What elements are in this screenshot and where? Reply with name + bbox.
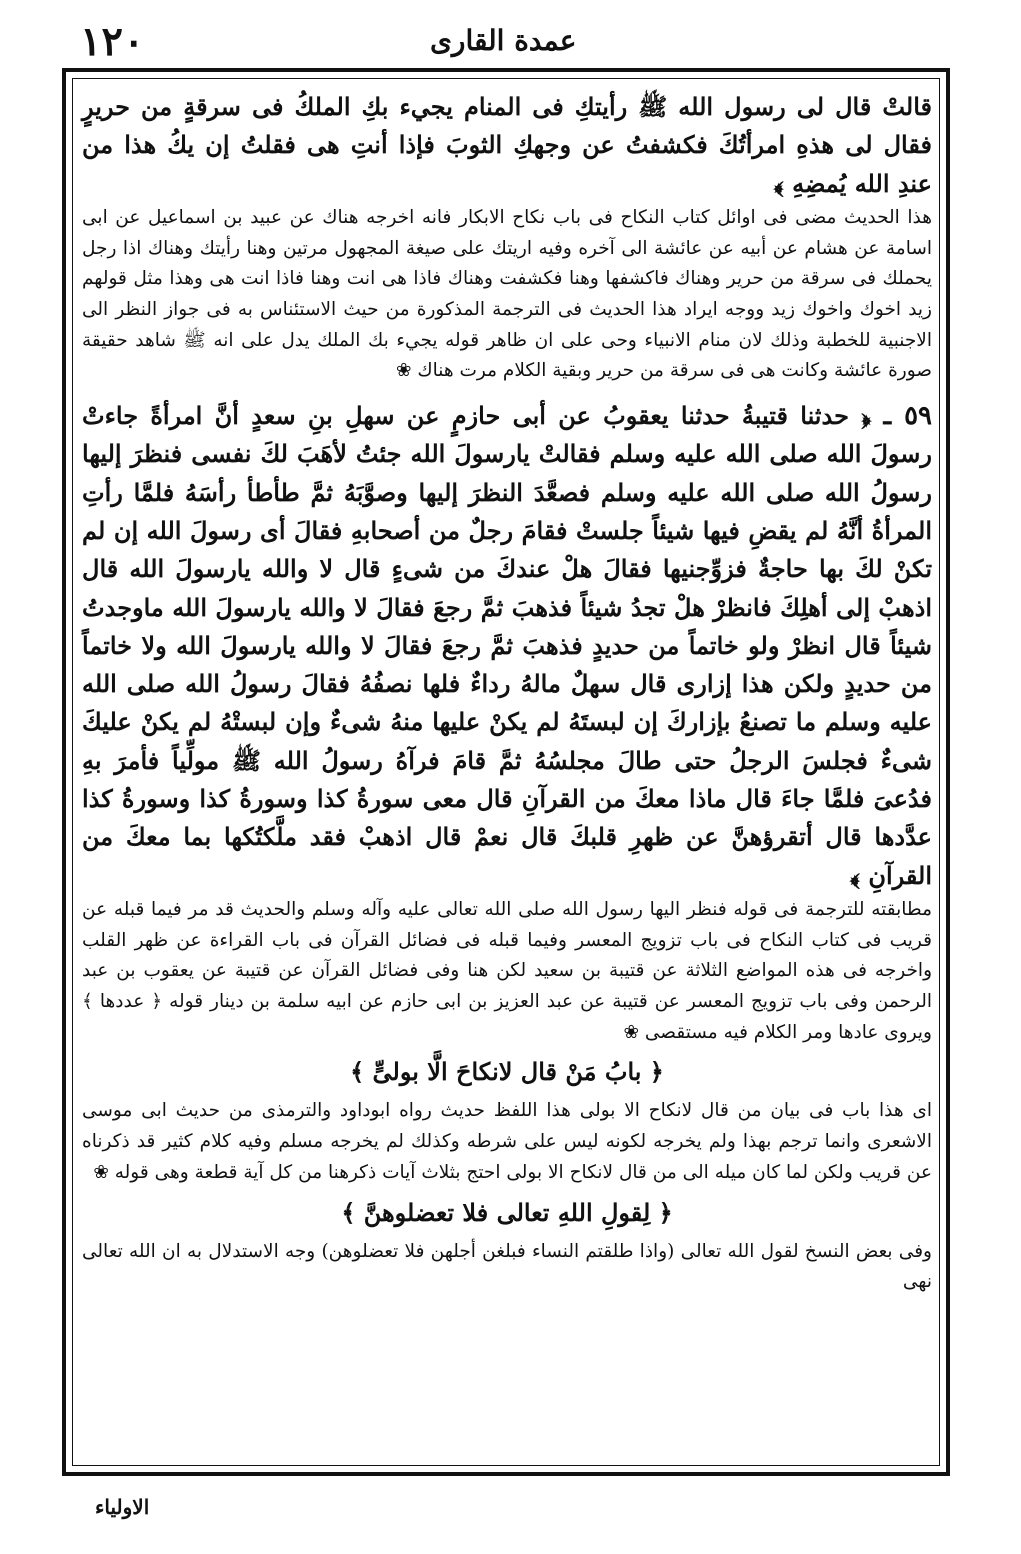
- page-body: [82, 88, 932, 1298]
- catchword: الاولياء: [95, 1495, 150, 1519]
- section-spacer: [82, 387, 932, 397]
- commentary-sahl: مطابقته للترجمة فى قوله فنظر اليها رسول الله صلى الله تعالى عليه وآله وسلم والحديث قد مر فيما قبله عن قريب فى كتاب النكاح فى باب تزويج المعسر وفيما قبله فى فضائل القرآن فى باب القراءة عن ظهر القلب واخرجه فى هذه المواضع الثلاثة عن قتيبة بن سعيد لكن هنا وفى فضائل القرآن عن قتيبة عن يعقوب بن عبد الرحمن وفى باب تزويج المعسر عن قتيبة عن عبد العزيز بن ابى حازم عن ابيه سلمة بن دينار قوله ﴿ عددها ﴾ ويروى عادها ومر الكلام فيه مستقصى ❀: [82, 898, 932, 1043]
- hadith-text-sahl: [82, 397, 932, 895]
- hadith-text-aisha: قالتْ قال لى رسول الله ﷺ رأيتكِ فى المنام يجيء بكِ الملكُ فى سرقةٍ من حريرٍ فقال لى هذهِ امرأتُكَ فكشفتُ عن وجهكِ الثوبَ فإذا أنتِ هى فقلتُ إن يكُ هذا من عندِ الله يُمضِهِ ﴾: [82, 92, 932, 198]
- hadith-number: ٥٩ ـ: [883, 401, 933, 432]
- page-header: [80, 18, 940, 64]
- running-title: عمدة القارى: [430, 24, 577, 57]
- commentary-aisha: هذا الحديث مضى فى اوائل كتاب النكاح فى باب نكاح الابكار فانه اخرجه هناك عن عبيد بن اسماعيل عن ابى اسامة عن هشام عن أبيه عن عائشة الى آخره وفيه اريتك على صيغة المجهول مرتين وهنا رأيتك وهناك اذا رجل يحملك فى سرقة من حرير وهناك فاكشفها وهنا فكشفت وهناك فاذا هى انت وهنا فاذا انت هى وهذا مثل قولهم زيد اخوك واخوك زيد ووجه ايراد هذا الحديث فى الترجمة المذكورة من حيث الاستئناس به فى جواز النظر الى الاجنبية للخطبة وذلك لان منام الانبياء وحى على ان ظاهر قوله يجيء بك الملك يدل على انه ﷺ شاهد حقيقة صورة عائشة وكانت هى فى سرقة من حرير وبقية الكلام مرت هناك ❀: [82, 206, 932, 382]
- commentary-wali: اى هذا باب فى بيان من قال لانكاح الا بولى هذا اللفظ حديث رواه ابوداود والترمذى من حديث ابى موسى الاشعرى وانما ترجم بهذا ولم يخرجه لكونه ليس على شرطه وكذلك لم يخرجه مسلم وفيه كلام كثير قد ذكرناه عن قريب ولكن لما كان ميله الى من قال لانكاح الا بولى احتج بثلاث آيات ذكرهنا من كل آية قطعة وهى قوله ❀: [82, 1100, 932, 1183]
- page-number: ١٢٠: [80, 18, 145, 65]
- hadith-body-sahl: ﴿ حدثنا قتيبةُ حدثنا يعقوبُ عن أبى حازمٍ عن سهلِ بنِ سعدٍ أنَّ امرأةً جاءتْ رسولَ الله صلى الله عليه وسلم فقالتْ يارسولَ الله جئتُ لأهَبَ لكَ نفسى فنظرَ إليها رسولُ الله صلى الله عليه وسلم فصعَّدَ النظرَ إليها وصوَّبَهُ ثمَّ طأطأ رأسَهُ فلمَّا رأتِ المرأةُ أنَّهُ لم يقضِ فيها شيئاً جلستْ فقامَ رجلٌ من أصحابهِ فقالَ أى رسولَ الله إن لم تكنْ لكَ بها حاجةٌ فزوِّجنيها فقالَ هلْ عندكَ من شىءٍ قال لا والله يارسولَ الله قال اذهبْ إلى أهلِكَ فانظرْ هلْ تجدُ شيئاً فذهبَ ثمَّ رجعَ فقالَ لا والله يارسولَ الله ماوجدتُ شيئاً قال انظرْ ولو خاتماً من حديدٍ فذهبَ ثمَّ رجعَ فقالَ لا والله يارسولَ الله ولا خاتماً من حديدٍ ولكن هذا إزارى قال سهلٌ مالهُ رداءٌ فلها نصفُهُ فقالَ رسولُ الله صلى الله عليه وسلم ما تصنعُ بإزاركَ إن لبستَهُ لم يكنْ عليها منهُ شىءٌ وإن لبستْهُ لم يكنْ عليكَ شىءٌ فجلسَ الرجلُ حتى طالَ مجلسُهُ ثمَّ قامَ فرآهُ رسولُ الله ﷺ مولِّياً فأمرَ بهِ فدُعىَ فلمَّا جاءَ قال ماذا معكَ من القرآنِ قال معى سورةُ كذا وسورةُ كذا وسورةُ كذا عدَّدها قال أتقرؤهنَّ عن ظهرِ قلبكَ قال نعمْ قال اذهبْ فقد ملَّكتُكها بما معكَ من القرآنِ ﴾: [82, 401, 932, 890]
- chapter-heading-verse: ﴿ لِقولِ اللهِ تعالى فلا تعضلوهنَّ ﴾: [341, 1197, 673, 1227]
- chapter-heading-wali: ﴿ بابُ مَنْ قال لانكاحَ الَّا بولىٍّ ﴾: [350, 1057, 664, 1087]
- commentary-verse: وفى بعض النسخ لقول الله تعالى (واذا طلقتم النساء فبلغن أجلهن فلا تعضلوهن) وجه الاستدلال به ان الله تعالى نهى: [82, 1240, 932, 1293]
